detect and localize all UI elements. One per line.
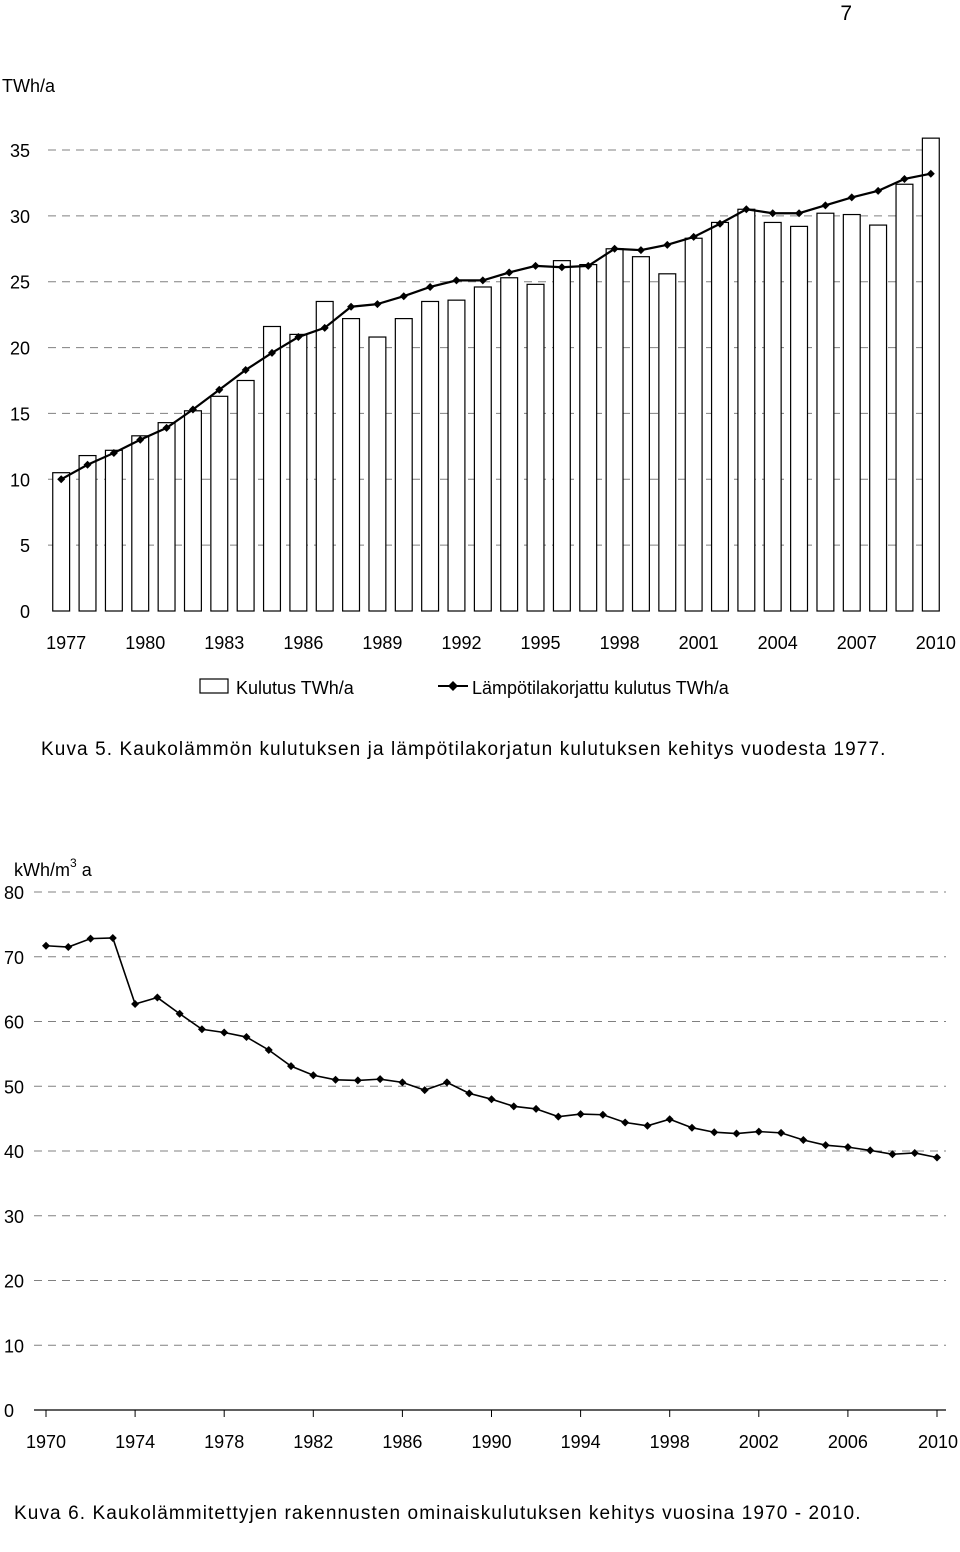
y-tick-label: 10	[4, 1336, 25, 1357]
data-point	[421, 1086, 429, 1094]
data-point	[643, 1122, 651, 1130]
data-point	[866, 1146, 874, 1154]
data-point	[532, 1105, 540, 1113]
y-tick-label: 40	[4, 1142, 25, 1162]
data-point	[844, 1143, 852, 1151]
legend-label-temperature-corrected: Lämpötilakorjattu kulutus TWh/a	[472, 678, 729, 698]
x-tick-label: 1978	[204, 1432, 245, 1452]
x-tick-label: 1994	[560, 1432, 601, 1452]
data-point	[688, 1124, 696, 1132]
y-tick-label: 30	[4, 1206, 25, 1227]
x-tick-label: 1989	[362, 633, 403, 653]
x-tick-label: 1986	[382, 1432, 423, 1452]
data-point	[755, 1128, 763, 1136]
data-point	[109, 934, 117, 942]
data-point	[64, 943, 72, 951]
x-tick-label: 1970	[25, 1432, 67, 1452]
x-tick-label: 1986	[283, 633, 324, 653]
y-axis-unit-label: TWh/a	[2, 76, 56, 96]
data-point	[220, 1029, 228, 1037]
y-tick-label: 5	[19, 536, 30, 557]
y-tick-label: 35	[9, 141, 30, 161]
x-tick-label: 1977	[46, 633, 87, 653]
data-point	[376, 1075, 384, 1083]
x-tick-label: 1990	[471, 1432, 512, 1452]
y-tick-labels	[4, 883, 24, 1421]
data-point	[443, 1078, 451, 1086]
y-tick-label: 20	[4, 1271, 25, 1292]
x-tick-label: 1992	[441, 633, 482, 653]
x-tick-label: 2006	[827, 1432, 868, 1452]
data-point	[621, 1119, 629, 1127]
y-tick-label: 60	[4, 1012, 25, 1033]
data-point	[710, 1128, 718, 1136]
x-tick-label: 1982	[293, 1432, 334, 1452]
x-tick-label: 2010	[915, 633, 956, 653]
y-tick-label: 0	[19, 602, 30, 622]
data-point	[488, 1095, 496, 1103]
data-point	[577, 1110, 585, 1118]
data-point	[666, 1115, 674, 1123]
x-tick-label: 2004	[757, 633, 798, 653]
figure-5-caption: Kuva 5. Kaukolämmön kulutuksen ja lämpötilakorjatun kulutuksen kehitys vuodesta 1977.	[41, 739, 887, 760]
data-point	[332, 1076, 340, 1084]
data-point	[777, 1129, 785, 1137]
data-point	[510, 1102, 518, 1110]
figure-6-caption: Kuva 6. Kaukolämmitettyjen rakennusten ominaiskulutuksen kehitys vuosina 1970 - 2010.	[14, 1503, 862, 1524]
legend-label-consumption: Kulutus TWh/a	[236, 678, 354, 698]
x-tick-label: 1980	[125, 633, 166, 653]
y-tick-label: 30	[9, 206, 30, 227]
data-point	[42, 942, 50, 950]
x-tick-label: 2001	[678, 633, 719, 653]
data-point	[131, 1000, 139, 1008]
y-tick-label: 70	[4, 947, 25, 968]
x-tick-label: 1995	[520, 633, 561, 653]
x-tick-label: 2010	[917, 1432, 958, 1452]
data-point	[599, 1111, 607, 1119]
x-tick-label: 2007	[836, 633, 877, 653]
y-tick-label: 25	[9, 272, 30, 293]
data-point	[822, 1141, 830, 1149]
data-point	[799, 1136, 807, 1144]
x-tick-label: 1998	[599, 633, 640, 653]
line-series	[42, 934, 941, 1162]
data-point	[354, 1076, 362, 1084]
x-tick-label: 1983	[204, 633, 245, 653]
x-tick-labels	[26, 1432, 958, 1452]
y-axis-unit-label: kWh/$m^3$ a	[14, 856, 92, 880]
y-tick-label: 80	[4, 883, 25, 903]
data-point	[733, 1130, 741, 1138]
data-point	[554, 1113, 562, 1121]
data-point	[911, 1149, 919, 1157]
y-tick-label: 15	[9, 404, 30, 425]
x-axis	[34, 1410, 946, 1417]
data-point	[398, 1078, 406, 1086]
gridlines	[34, 892, 946, 1345]
page-number: 7	[840, 2, 852, 25]
x-tick-label: 2002	[738, 1432, 779, 1452]
y-tick-label: 20	[9, 338, 30, 359]
unit-suffix: a	[76, 860, 92, 880]
y-tick-label: 50	[4, 1077, 25, 1098]
unit-superscript: 3	[70, 856, 77, 870]
data-point	[242, 1033, 250, 1041]
y-tick-label: 0	[4, 1401, 15, 1421]
data-point	[87, 935, 95, 943]
data-point	[309, 1071, 317, 1079]
y-tick-label: 10	[9, 470, 30, 491]
data-point	[933, 1153, 941, 1161]
x-tick-label: 1974	[115, 1432, 156, 1452]
series-line	[46, 938, 937, 1158]
data-point	[465, 1089, 473, 1097]
x-tick-label: 1998	[649, 1432, 690, 1452]
